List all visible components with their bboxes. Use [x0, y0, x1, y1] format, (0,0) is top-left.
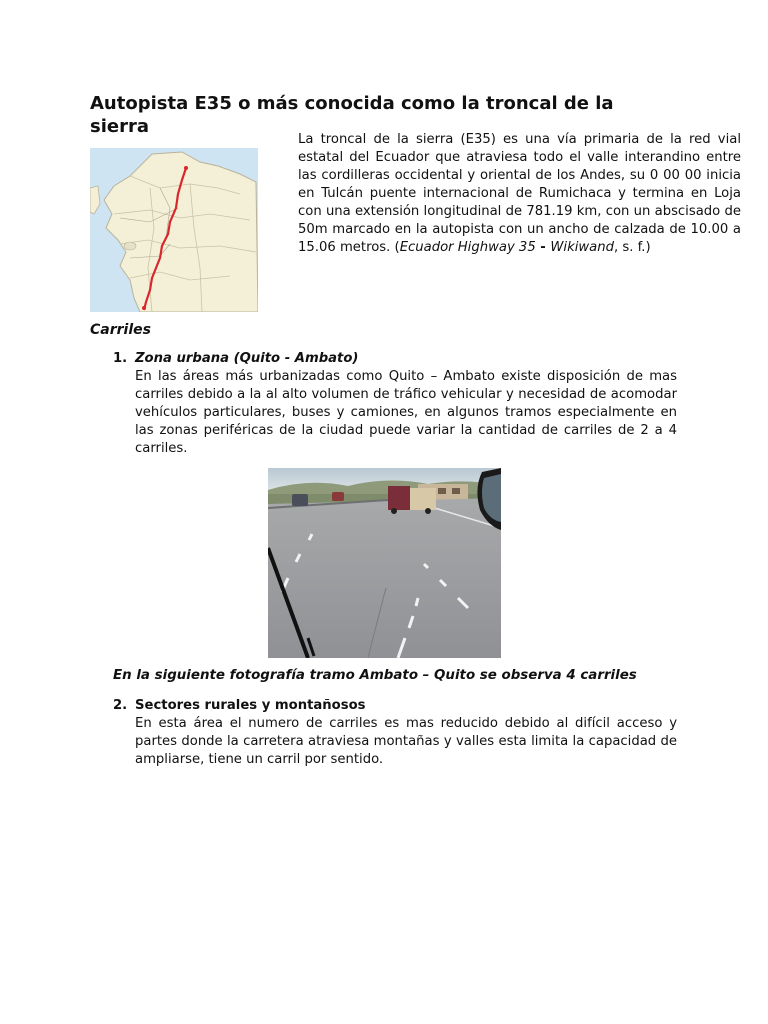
highway-photo-graphic	[268, 468, 501, 658]
list-item-heading: Zona urbana (Quito - Ambato)	[135, 351, 359, 366]
citation-tail: , s. f.)	[613, 240, 651, 255]
intro-text: La troncal de la sierra (E35) es una vía primaria de la red vial estatal del Ecuador que atraviesa todo el valle interandino entre las cordilleras occidental y oriental de los Andes, su 0 00 00 inicia en Tulcán puente internacional de Rumichaca y termina en Loja con una extensión longitudinal de 781.19 km, con un abscisado de 50m marcado en la autopista con un ancho de calzada de 10.00 a 15.06 metros. (	[298, 132, 741, 255]
page-title: Autopista E35 o más conocida como la troncal de la sierra	[90, 93, 614, 137]
city-area	[124, 242, 136, 250]
citation-source: Ecuador Highway 35	[399, 240, 536, 255]
highway-photo	[268, 468, 501, 658]
truck-1	[388, 486, 410, 510]
list-item-text: En esta área el numero de carriles es mas reducido debido al difícil acceso y partes donde la carretera atraviesa montañas y valles esta limita la capacidad de ampliarse, tiene un carril por sentido.	[135, 716, 677, 767]
list-item-text: En las áreas más urbanizadas como Quito – Ambato existe disposición de mas carriles debido a la al alto volumen de tráfico vehicular y necesidad de acomodar vehículos particulares, buses y camiones, en algunos tramos especialmente en las zonas periféricas de la ciudad puede variar la cantidad de carriles de 2 a 4 carriles.	[135, 369, 677, 456]
ecuador-route-map	[90, 148, 258, 312]
citation-separator: -	[535, 240, 551, 255]
photo-caption: En la siguiente fotografía tramo Ambato – Quito se observa 4 carriles	[113, 668, 637, 683]
truck-2	[410, 488, 436, 510]
road-surface	[268, 498, 501, 658]
route-end-marker	[142, 306, 146, 310]
car-dark	[292, 494, 308, 506]
route-start-marker	[184, 166, 188, 170]
list-item-heading: Sectores rurales y montañosos	[135, 698, 366, 713]
ecuador-map-graphic	[90, 148, 258, 312]
section-heading: Carriles	[90, 322, 151, 338]
list-item-number: 2.	[113, 698, 128, 713]
citation-site: Wikiwand	[550, 240, 614, 255]
list-item-number: 1.	[113, 351, 128, 366]
intro-paragraph	[298, 131, 741, 257]
car-red	[332, 492, 344, 501]
list-item-rural	[113, 697, 677, 769]
list-item-urban	[113, 350, 677, 458]
